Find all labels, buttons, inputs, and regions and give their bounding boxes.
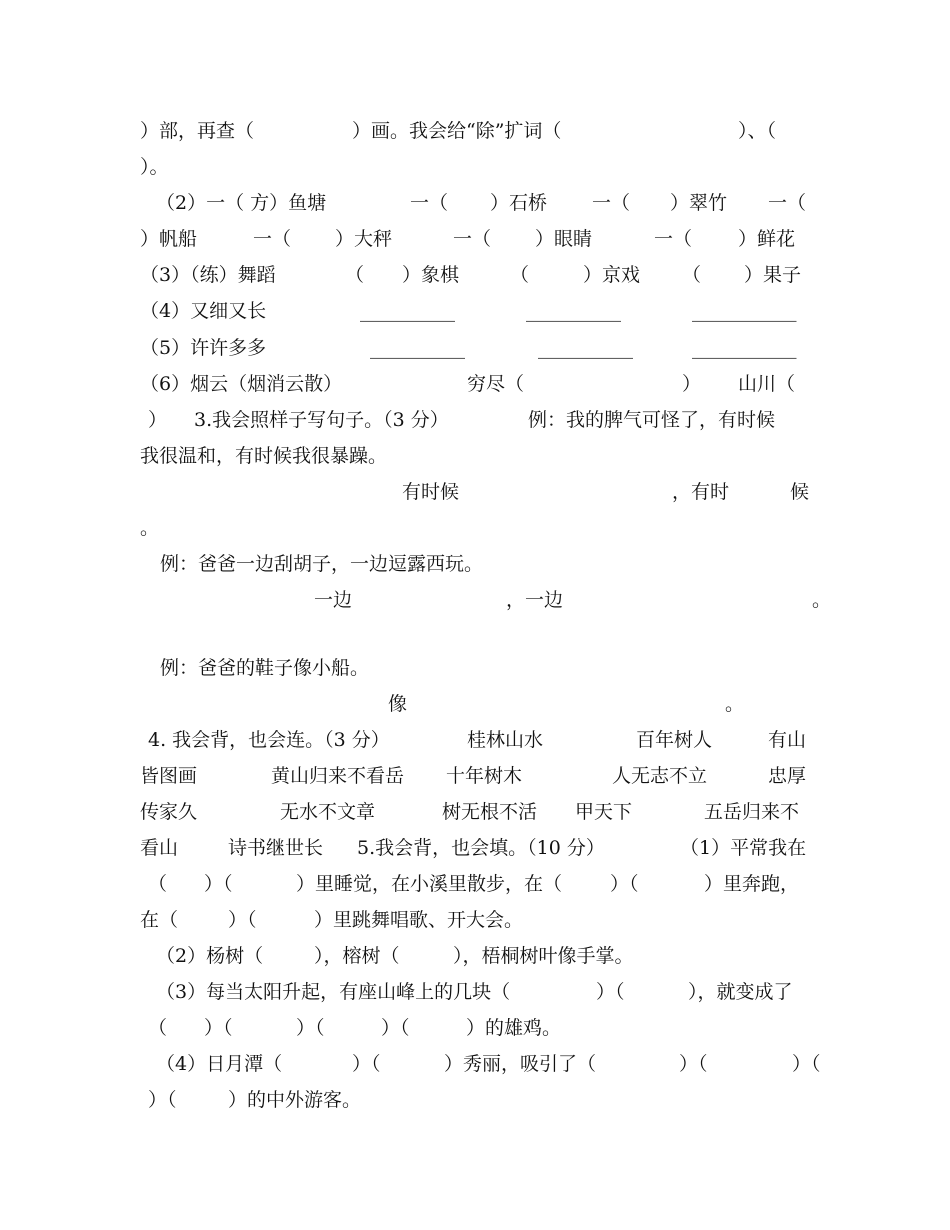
text-line [0, 872, 950, 896]
text-segment: __________ [360, 300, 455, 322]
text-segment: 有时候 [402, 481, 460, 503]
text-line [0, 692, 950, 716]
text-segment: ），榕树（ [314, 945, 400, 967]
text-segment: ）部，再查（ [140, 120, 255, 142]
text-segment: ） [148, 409, 168, 431]
text-segment: （ [148, 873, 168, 895]
text-segment: __________ [526, 300, 621, 322]
text-segment: ）（ [204, 1017, 233, 1039]
text-segment: ）（ [148, 1089, 177, 1111]
text-line [0, 263, 950, 287]
text-segment: ）鲜花 [738, 228, 796, 250]
text-segment: 在（ [140, 909, 179, 931]
text-segment: __________ [538, 337, 633, 359]
text-line [0, 408, 950, 432]
text-segment: ）（ [352, 1053, 381, 1075]
text-segment: ）象棋 [402, 264, 460, 286]
text-segment: ）里奔跑， [704, 873, 800, 895]
text-segment: 例：爸爸一边刮胡子，一边逗露西玩。 [160, 553, 484, 575]
text-line [0, 227, 950, 251]
text-segment: （4）日月潭（ [156, 1053, 283, 1075]
text-segment: （4）又细又长 [140, 300, 267, 322]
text-segment: 4. 我会背，也会连。（3 分） [148, 729, 390, 751]
text-line [0, 155, 950, 179]
text-segment: ___________ [692, 300, 797, 322]
text-line [0, 372, 950, 396]
text-segment: ）京戏 [583, 264, 641, 286]
text-line [0, 980, 950, 1004]
text-segment: 一（ [453, 228, 492, 250]
text-segment: （2）一（ 方）鱼塘 [156, 192, 327, 214]
text-segment: 例：我的脾气可怪了，有时候 [528, 409, 776, 431]
text-segment: ）里跳舞唱歌、开大会。 [314, 909, 524, 931]
text-segment: ），就变成了 [688, 981, 793, 1003]
text-segment: ）（ [381, 1017, 410, 1039]
text-segment: 无水不文章 [280, 801, 376, 823]
text-line [0, 728, 950, 752]
text-segment: 5.我会背，也会填。（10 分） [357, 837, 605, 859]
text-segment: （5）许许多多 [140, 337, 267, 359]
text-segment: ）翠竹 [670, 192, 728, 214]
text-segment: 一（ [592, 192, 631, 214]
text-line [0, 656, 950, 680]
text-segment: 一（ [654, 228, 693, 250]
text-segment: 。 [725, 693, 745, 715]
text-segment: 我很温和，有时候我很暴躁。 [140, 445, 388, 467]
text-segment: （ [510, 264, 530, 286]
text-segment: （6）烟云（烟消云散） [140, 373, 343, 395]
text-segment: 山川（ [738, 373, 796, 395]
text-segment: ）、（ [738, 120, 777, 142]
text-segment: 树无根不活 [442, 801, 538, 823]
text-line [0, 336, 950, 360]
text-segment: 一边 [314, 589, 353, 611]
text-segment: 穷尽（ [467, 373, 525, 395]
text-segment: 看山 [140, 837, 179, 859]
text-segment: ）眼睛 [535, 228, 593, 250]
text-segment: 一（ [253, 228, 292, 250]
text-line [0, 800, 950, 824]
text-line [0, 1088, 950, 1112]
text-segment: 例：爸爸的鞋子像小船。 [160, 657, 370, 679]
text-segment: ）里睡觉，在小溪里散步，在（ [296, 873, 563, 895]
text-segment: ）（ [204, 873, 233, 895]
text-segment: ）果子 [744, 264, 802, 286]
text-segment: 百年树人 [636, 729, 713, 751]
text-segment: 候 [790, 481, 810, 503]
text-segment: 桂林山水 [467, 729, 544, 751]
text-segment: （1）平常我在 [680, 837, 807, 859]
text-segment: ___________ [692, 337, 797, 359]
text-segment: （ [148, 1017, 168, 1039]
text-segment: 有山 [768, 729, 807, 751]
text-segment: ）帆船 [140, 228, 198, 250]
text-segment: （2）杨树（ [156, 945, 264, 967]
text-line [0, 944, 950, 968]
text-line [0, 836, 950, 860]
text-line [0, 516, 950, 540]
text-segment: ）秀丽，吸引了（ [444, 1053, 597, 1075]
text-segment: 黄山归来不看岳 [271, 765, 405, 787]
text-segment: （3）（练）舞蹈 [140, 264, 276, 286]
text-segment: ）（ [679, 1053, 708, 1075]
text-segment: 诗书继世长 [228, 837, 324, 859]
text-segment: ）（ [296, 1017, 325, 1039]
text-segment: （3）每当太阳升起，有座山峰上的几块（ [156, 981, 511, 1003]
text-line [0, 191, 950, 215]
text-segment: ）（ [596, 981, 625, 1003]
text-segment: __________ [370, 337, 465, 359]
text-segment: ）（ [792, 1053, 821, 1075]
text-line [0, 1016, 950, 1040]
text-segment: 十年树木 [446, 765, 523, 787]
text-segment: 。 [140, 517, 160, 539]
text-line [0, 119, 950, 143]
text-segment: 人无志不立 [612, 765, 708, 787]
text-segment: 一（ [410, 192, 449, 214]
text-segment: ）。 [140, 156, 169, 178]
text-line [0, 444, 950, 468]
text-line [0, 299, 950, 323]
text-segment: ）的雄鸡。 [466, 1017, 562, 1039]
text-segment: ） [682, 373, 702, 395]
text-segment: 像 [388, 693, 408, 715]
text-segment: 一（ [768, 192, 807, 214]
text-segment: （ [345, 264, 365, 286]
text-segment: ）的中外游客。 [228, 1089, 362, 1111]
text-segment: 皆图画 [140, 765, 198, 787]
text-segment: 。 [812, 589, 832, 611]
text-segment: 甲天下 [575, 801, 633, 823]
text-segment: 传家久 [140, 801, 198, 823]
text-line [0, 588, 950, 612]
text-segment: 3.我会照样子写句子。（3 分） [194, 409, 449, 431]
text-segment: ，有时 [672, 481, 730, 503]
text-segment: 忠厚 [768, 765, 807, 787]
text-segment: ）大秤 [335, 228, 393, 250]
text-line [0, 552, 950, 576]
text-segment: 五岳归来不 [704, 801, 800, 823]
text-segment: ）石桥 [490, 192, 548, 214]
text-line [0, 480, 950, 504]
text-segment: ）（ [610, 873, 639, 895]
text-segment: ）画。我会给“除”扩词（ [352, 120, 562, 142]
text-line [0, 764, 950, 788]
text-segment: ），梧桐树叶像手掌。 [453, 945, 634, 967]
text-segment: ）（ [228, 909, 257, 931]
text-line [0, 908, 950, 932]
text-segment: （ [682, 264, 702, 286]
text-line [0, 1052, 950, 1076]
text-segment: ，一边 [506, 589, 564, 611]
